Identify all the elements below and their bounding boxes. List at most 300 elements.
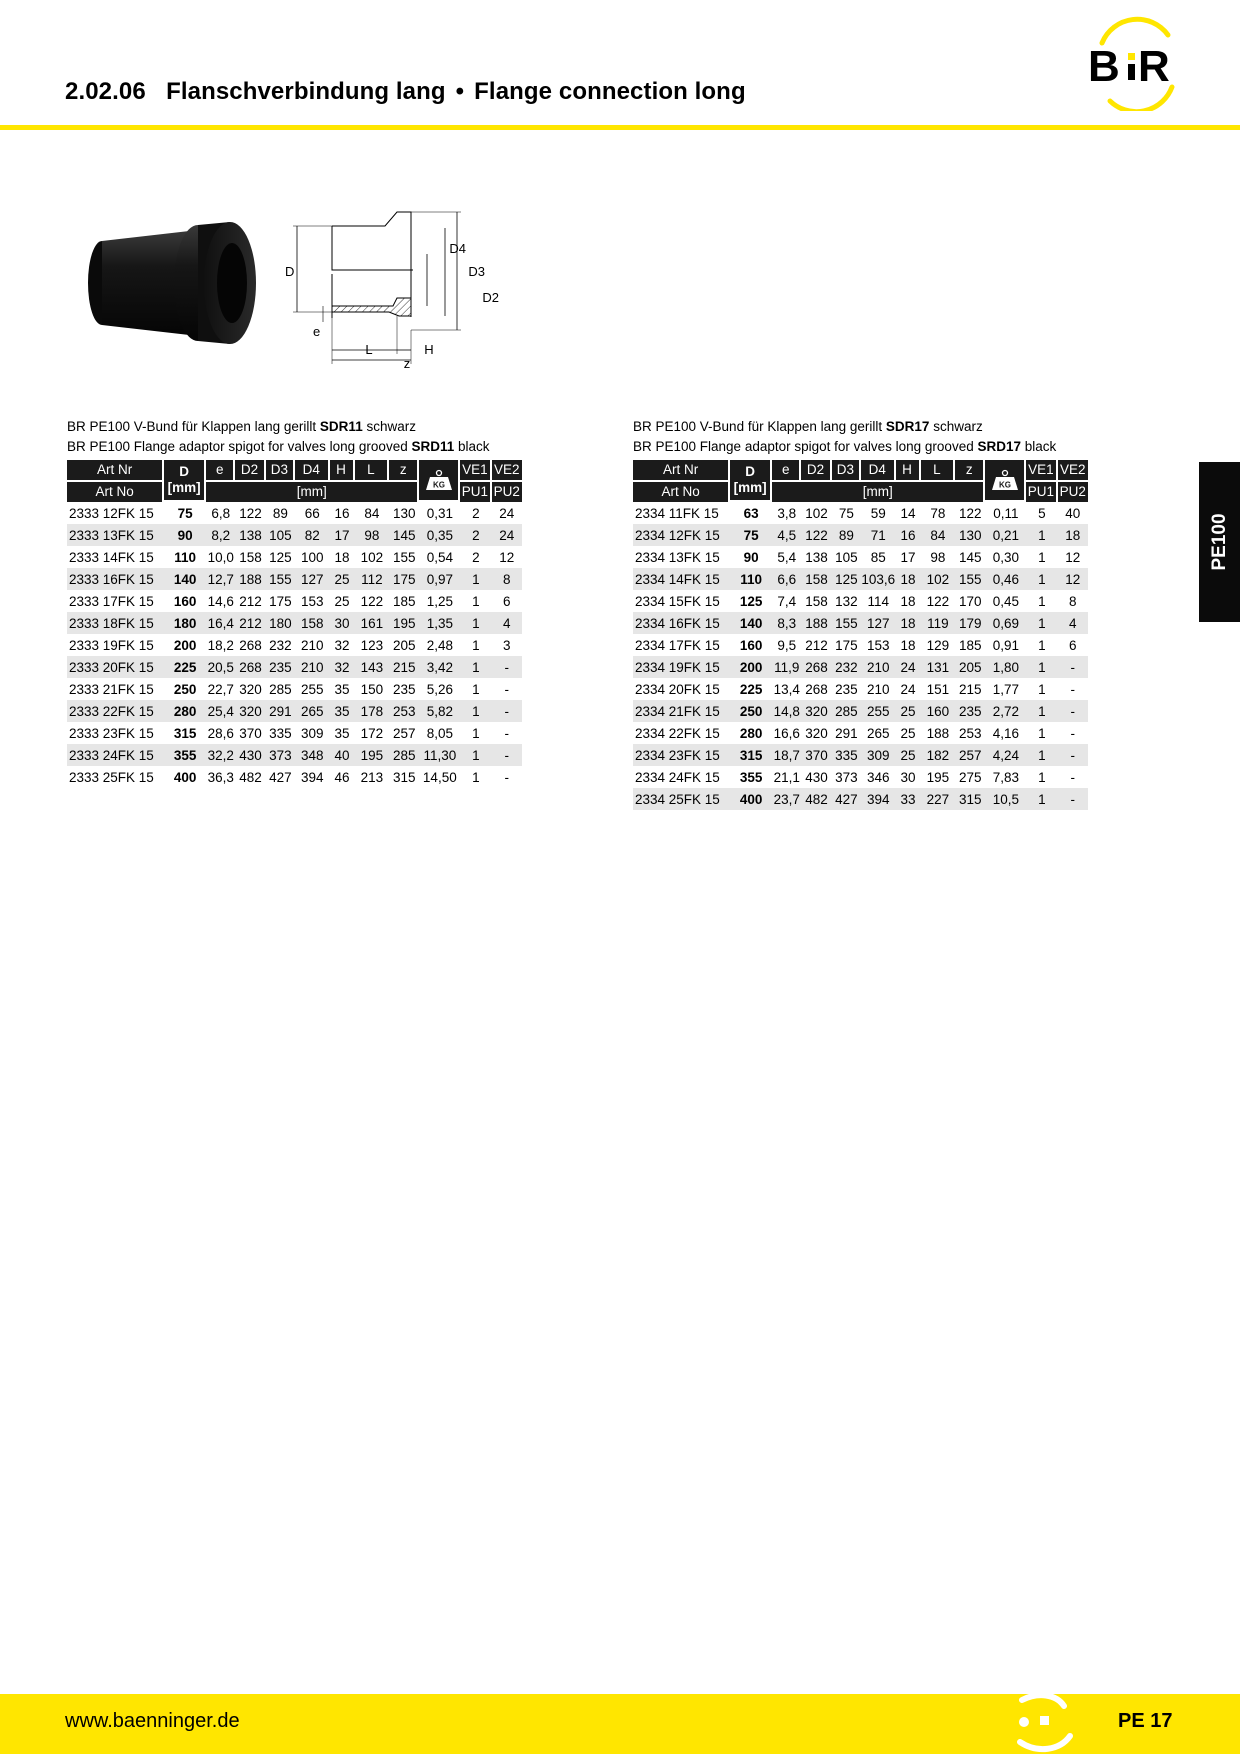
- cell-e: 13,4: [773, 681, 800, 697]
- cell-art-nr: 2334 23FK 15: [633, 744, 730, 766]
- cell-d2: 320: [235, 700, 265, 722]
- cell-e: 5,4: [777, 549, 797, 565]
- cell-l: 213: [360, 769, 384, 785]
- cell-d: 63: [743, 505, 759, 521]
- cell-d: 355: [739, 769, 763, 785]
- cell-d: 200: [173, 637, 197, 653]
- cell-h: 25: [334, 593, 350, 609]
- logo-letter-b: B: [1088, 42, 1120, 91]
- cell-weight: 14,50: [422, 769, 457, 785]
- cell-art-nr: 2333 19FK 15: [69, 637, 154, 653]
- cell-d2: 158: [801, 568, 831, 590]
- cell-weight: 4,24: [985, 744, 1026, 766]
- cell-z: 315: [393, 769, 416, 785]
- cell-h: 18: [900, 593, 916, 609]
- caption-text: black: [454, 439, 490, 454]
- product-photo: [80, 208, 260, 358]
- cell-d: 75: [730, 524, 772, 546]
- cell-d4: 265: [295, 700, 330, 722]
- cell-l: 178: [355, 700, 390, 722]
- cell-d: 90: [164, 524, 206, 546]
- cell-d3: 75: [838, 505, 854, 521]
- footer-logo-mark-icon: [1010, 1692, 1080, 1754]
- caption-text: black: [1021, 439, 1057, 454]
- cell-d3: 155: [266, 568, 295, 590]
- cell-d: 125: [739, 593, 763, 609]
- cell-ve2: -: [1058, 788, 1088, 810]
- cell-h: 32: [330, 656, 355, 678]
- cell-d2: 320: [801, 700, 831, 722]
- cell-art-nr: 2333 17FK 15: [69, 593, 154, 609]
- col-header-h: H: [896, 460, 921, 482]
- cell-e: 22,7: [207, 681, 234, 697]
- cell-z: 253: [959, 725, 982, 741]
- cell-l: 122: [360, 593, 384, 609]
- cell-l: 150: [360, 681, 384, 697]
- cell-d3: 175: [835, 637, 858, 653]
- cell-d2: 430: [805, 769, 828, 785]
- cell-d4: 103,6: [861, 568, 896, 590]
- cell-l: 151: [926, 681, 950, 697]
- cell-ve1: 1: [1038, 593, 1046, 609]
- table-row: [633, 766, 1088, 788]
- cell-e: 11,9: [772, 656, 801, 678]
- cell-d4: 114: [867, 593, 889, 609]
- header-rule: [0, 125, 1240, 130]
- cell-weight: 0,31: [426, 505, 453, 521]
- cell-h: 24: [896, 656, 921, 678]
- cell-weight: 1,77: [992, 681, 1019, 697]
- cell-e: 36,3: [207, 769, 234, 785]
- cell-d: 90: [743, 549, 759, 565]
- cell-d4: 85: [870, 549, 886, 565]
- cell-l: 227: [921, 788, 956, 810]
- cell-weight: 0,54: [426, 549, 453, 565]
- cell-d2: 188: [235, 568, 265, 590]
- table-row: [67, 590, 522, 612]
- cell-d4: 394: [300, 769, 324, 785]
- col-header-d: [164, 460, 206, 502]
- table-row: [633, 700, 1088, 722]
- cell-h: 16: [896, 524, 921, 546]
- cell-d4: 100: [300, 549, 324, 565]
- cell-d4: 346: [866, 769, 890, 785]
- cell-e: 14,6: [207, 593, 234, 609]
- col-header-weight: [419, 460, 460, 502]
- cell-art-nr: 2334 25FK 15: [633, 788, 730, 810]
- technical-drawing: [285, 198, 530, 373]
- cell-weight: 1,35: [419, 612, 460, 634]
- cell-d: 400: [173, 769, 197, 785]
- cell-d4: 66: [304, 505, 320, 521]
- table-row: [633, 788, 1088, 810]
- cell-d: 160: [173, 593, 197, 609]
- col-header-ve1: VE1: [460, 460, 491, 482]
- table-row: [67, 722, 522, 744]
- category-tab-label: PE100: [1208, 513, 1230, 571]
- col-header-d-unit: [mm]: [733, 480, 767, 495]
- dim-label-l: L: [365, 342, 373, 357]
- cell-ve1: 1: [1038, 549, 1046, 565]
- table-row: [633, 678, 1088, 700]
- cell-d2: 320: [239, 681, 262, 697]
- cell-d3: 291: [835, 725, 858, 741]
- cell-d: 140: [164, 568, 206, 590]
- cell-art-nr: 2333 14FK 15: [69, 549, 154, 565]
- cell-ve2: 3: [503, 637, 511, 653]
- weight-kg-icon: [425, 469, 453, 491]
- caption-english: [633, 437, 1088, 457]
- cell-ve2: 4: [492, 612, 522, 634]
- cell-d: 280: [739, 725, 763, 741]
- table-row: [633, 568, 1088, 590]
- cell-d4: 255: [861, 700, 896, 722]
- cell-art-nr: 2333 16FK 15: [67, 568, 164, 590]
- cell-art-nr: 2334 24FK 15: [635, 769, 720, 785]
- cell-z: 195: [389, 612, 419, 634]
- caption-english: [67, 437, 522, 457]
- cell-d3: 427: [269, 769, 292, 785]
- cell-h: 30: [330, 612, 355, 634]
- cell-d3: 335: [832, 744, 861, 766]
- cell-d: 315: [173, 725, 197, 741]
- cell-z: 130: [955, 524, 985, 546]
- col-header-e: e: [772, 460, 801, 482]
- cell-e: 3,8: [777, 505, 797, 521]
- cell-z: 185: [959, 637, 982, 653]
- cell-h: 24: [900, 681, 916, 697]
- col-header-ve2: VE2: [1058, 460, 1088, 482]
- cell-weight: 0,11: [993, 505, 1019, 521]
- cell-d4: 127: [295, 568, 330, 590]
- col-header-ve2: VE2: [492, 460, 522, 482]
- weight-kg-icon: [991, 469, 1019, 491]
- cell-d2: 188: [801, 612, 831, 634]
- cell-ve2: -: [504, 681, 510, 697]
- cell-d2: 268: [801, 656, 831, 678]
- cell-h: 33: [896, 788, 921, 810]
- cell-l: 84: [921, 524, 956, 546]
- cell-d2: 370: [239, 725, 262, 741]
- cell-ve1: 1: [1026, 744, 1057, 766]
- cell-e: 12,7: [206, 568, 235, 590]
- cell-art-nr: 2333 24FK 15: [67, 744, 164, 766]
- cell-h: 25: [896, 744, 921, 766]
- cell-l: 195: [355, 744, 390, 766]
- col-header-d2: D2: [801, 460, 831, 482]
- col-header-d4: D4: [861, 460, 896, 482]
- caption-sdr: SDR17: [885, 419, 930, 434]
- cell-h: 32: [334, 637, 350, 653]
- cell-ve1: 1: [460, 568, 491, 590]
- cell-d3: 232: [832, 656, 861, 678]
- cell-d: 225: [164, 656, 206, 678]
- cell-ve1: 1: [460, 656, 491, 678]
- cell-art-nr: 2334 12FK 15: [633, 524, 730, 546]
- cell-h: 35: [334, 681, 350, 697]
- cell-art-nr: 2334 16FK 15: [633, 612, 730, 634]
- dim-label-d2: D2: [482, 290, 499, 305]
- cell-ve2: -: [504, 725, 510, 741]
- col-header-pu1: PU1: [460, 482, 491, 502]
- cell-e: 18,7: [772, 744, 801, 766]
- cell-weight: 1,80: [985, 656, 1026, 678]
- col-header-mm: [mm]: [772, 482, 985, 502]
- cell-d2: 122: [239, 505, 262, 521]
- cell-d3: 285: [832, 700, 861, 722]
- col-header-pu1: PU1: [1026, 482, 1057, 502]
- cell-ve2: 8: [492, 568, 522, 590]
- cell-d: 160: [739, 637, 763, 653]
- cell-d3: 180: [266, 612, 295, 634]
- cell-l: 131: [921, 656, 956, 678]
- caption-text: schwarz: [362, 419, 416, 434]
- table-row: [67, 502, 522, 524]
- cell-l: 112: [355, 568, 390, 590]
- cell-weight: 2,48: [426, 637, 453, 653]
- cell-h: 25: [896, 700, 921, 722]
- cell-h: 25: [330, 568, 355, 590]
- col-header-l: L: [921, 460, 956, 482]
- col-header-weight: [985, 460, 1026, 502]
- table-row: [633, 590, 1088, 612]
- cell-h: 17: [900, 549, 916, 565]
- cell-h: 46: [334, 769, 350, 785]
- cell-ve1: 1: [472, 725, 480, 741]
- cell-d2: 370: [801, 744, 831, 766]
- cell-d2: 212: [235, 612, 265, 634]
- caption-sdr: SRD17: [977, 439, 1021, 454]
- cell-d4: 309: [300, 725, 324, 741]
- cell-weight: 11,30: [419, 744, 460, 766]
- cell-d4: 153: [866, 637, 890, 653]
- cell-d3: 285: [269, 681, 292, 697]
- cell-weight: 0,21: [985, 524, 1026, 546]
- col-header-mm: [mm]: [206, 482, 419, 502]
- cell-e: 8,3: [772, 612, 801, 634]
- cell-d: 200: [730, 656, 772, 678]
- cell-z: 257: [393, 725, 416, 741]
- caption-german: [633, 417, 1088, 437]
- cell-ve1: 1: [1026, 568, 1057, 590]
- cell-d3: 155: [832, 612, 861, 634]
- col-header-art-nr: Art Nr: [633, 460, 730, 482]
- cell-d3: 175: [269, 593, 292, 609]
- table-row: [633, 502, 1088, 524]
- cell-ve2: -: [1070, 681, 1076, 697]
- cell-d: 180: [164, 612, 206, 634]
- cell-weight: 0,30: [992, 549, 1019, 565]
- cell-l: 102: [360, 549, 384, 565]
- cell-e: 10,0: [207, 549, 234, 565]
- caption-sdr: SDR11: [319, 419, 363, 434]
- section-number: 2.02.06: [65, 78, 146, 105]
- cell-art-nr: 2333 18FK 15: [67, 612, 164, 634]
- cell-e: 32,2: [206, 744, 235, 766]
- cell-l: 98: [930, 549, 946, 565]
- category-tab: [1199, 462, 1240, 622]
- cell-l: 119: [921, 612, 956, 634]
- cell-z: 215: [389, 656, 419, 678]
- cell-l: 123: [360, 637, 384, 653]
- cell-e: 28,6: [207, 725, 234, 741]
- col-header-d4: D4: [295, 460, 330, 482]
- cell-z: 215: [959, 681, 982, 697]
- cell-d3: 125: [269, 549, 292, 565]
- cell-z: 315: [955, 788, 985, 810]
- cell-z: 145: [959, 549, 982, 565]
- cell-ve2: 24: [499, 505, 515, 521]
- col-header-pu2: PU2: [492, 482, 522, 502]
- cell-l: 161: [355, 612, 390, 634]
- cell-weight: 1,25: [426, 593, 453, 609]
- cell-d4: 82: [295, 524, 330, 546]
- dim-label-d4: D4: [449, 241, 466, 256]
- cell-d: 110: [174, 549, 197, 565]
- cell-d: 250: [173, 681, 197, 697]
- cell-ve2: -: [492, 744, 522, 766]
- cell-art-nr: 2334 13FK 15: [635, 549, 720, 565]
- cell-weight: 0,45: [992, 593, 1019, 609]
- cell-ve1: 1: [472, 637, 480, 653]
- col-header-d: [730, 460, 772, 502]
- cell-art-nr: 2334 17FK 15: [635, 637, 720, 653]
- cell-d4: 255: [300, 681, 324, 697]
- col-header-e: e: [206, 460, 235, 482]
- cell-d4: 158: [295, 612, 330, 634]
- table-row: [633, 744, 1088, 766]
- dim-label-d: D: [285, 264, 295, 279]
- cell-h: 16: [334, 505, 350, 521]
- table-row: [633, 524, 1088, 546]
- cell-ve2: -: [492, 656, 522, 678]
- cell-z: 257: [955, 744, 985, 766]
- cell-d4: 309: [861, 744, 896, 766]
- cell-ve1: 1: [472, 593, 480, 609]
- table-row: [67, 766, 522, 788]
- dim-label-z: z: [403, 356, 411, 371]
- cell-e: 6,6: [772, 568, 801, 590]
- title-english: Flange connection long: [474, 78, 746, 105]
- cell-ve2: 6: [1069, 637, 1077, 653]
- cell-z: 179: [955, 612, 985, 634]
- cell-l: 172: [360, 725, 384, 741]
- caption-text: BR PE100 Flange adaptor spigot for valves long grooved: [67, 439, 412, 454]
- cell-h: 18: [900, 637, 916, 653]
- cell-ve2: 4: [1058, 612, 1088, 634]
- dim-label-h: H: [424, 342, 434, 357]
- cell-art-nr: 2333 22FK 15: [67, 700, 164, 722]
- cell-art-nr: 2334 14FK 15: [633, 568, 730, 590]
- cell-art-nr: 2334 22FK 15: [635, 725, 720, 741]
- cell-weight: 3,42: [419, 656, 460, 678]
- cell-ve1: 1: [1038, 725, 1046, 741]
- cell-z: 235: [955, 700, 985, 722]
- cell-h: 14: [900, 505, 916, 521]
- cell-d2: 212: [239, 593, 262, 609]
- caption-text: BR PE100 V-Bund für Klappen lang gerillt: [633, 419, 886, 434]
- cell-weight: 5,82: [419, 700, 460, 722]
- cell-h: 35: [330, 700, 355, 722]
- caption-text: BR PE100 V-Bund für Klappen lang gerillt: [67, 419, 320, 434]
- cell-art-nr: 2333 25FK 15: [69, 769, 154, 785]
- cell-d4: 265: [866, 725, 890, 741]
- cell-weight: 7,83: [992, 769, 1019, 785]
- col-header-art-nr: Art Nr: [67, 460, 164, 482]
- cell-ve1: 1: [1026, 788, 1057, 810]
- cell-d: 280: [164, 700, 206, 722]
- col-header-d3: D3: [266, 460, 295, 482]
- cell-d3: 291: [266, 700, 295, 722]
- cell-ve1: 1: [1026, 612, 1057, 634]
- product-table: [67, 460, 522, 788]
- cell-d2: 158: [239, 549, 262, 565]
- col-header-d3: D3: [832, 460, 861, 482]
- cell-ve1: 1: [1026, 700, 1057, 722]
- table-row: [633, 612, 1088, 634]
- cell-d3: 89: [832, 524, 861, 546]
- cell-d2: 212: [805, 637, 828, 653]
- page-title: [65, 78, 746, 106]
- col-header-d-label: D: [179, 464, 190, 479]
- cell-art-nr: 2333 12FK 15: [69, 505, 154, 521]
- cell-weight: 2,72: [985, 700, 1026, 722]
- cell-d4: 71: [861, 524, 896, 546]
- cell-d4: 210: [295, 656, 330, 678]
- cell-e: 16,4: [206, 612, 235, 634]
- cell-art-nr: 2334 11FK 15: [635, 505, 719, 521]
- col-header-art-no: Art No: [633, 482, 730, 502]
- cell-h: 18: [334, 549, 350, 565]
- cell-d3: 235: [266, 656, 295, 678]
- cell-d2: 320: [805, 725, 828, 741]
- cell-d2: 430: [235, 744, 265, 766]
- cell-d2: 482: [801, 788, 831, 810]
- page-number: PE 17: [1118, 1710, 1173, 1732]
- col-header-ve1: VE1: [1026, 460, 1057, 482]
- cell-art-nr: 2333 23FK 15: [69, 725, 154, 741]
- table-row: [633, 546, 1088, 568]
- cell-d4: 210: [300, 637, 324, 653]
- cell-z: 130: [393, 505, 416, 521]
- cell-d3: 235: [835, 681, 858, 697]
- cell-d2: 482: [239, 769, 262, 785]
- table-row: [633, 634, 1088, 656]
- cell-h: 25: [900, 725, 916, 741]
- cell-d2: 122: [801, 524, 831, 546]
- cell-l: 78: [930, 505, 946, 521]
- cell-d2: 158: [805, 593, 828, 609]
- cell-e: 18,2: [207, 637, 234, 653]
- col-header-z: z: [389, 460, 419, 482]
- cell-d3: 427: [832, 788, 861, 810]
- table-row: [633, 656, 1088, 678]
- footer-website-link[interactable]: www.baenninger.de: [65, 1710, 240, 1732]
- cell-ve1: 5: [1038, 505, 1046, 521]
- cell-e: 23,7: [772, 788, 801, 810]
- cell-e: 21,1: [773, 769, 800, 785]
- cell-ve1: 1: [1026, 656, 1057, 678]
- cell-e: 4,5: [772, 524, 801, 546]
- cell-ve2: -: [1070, 725, 1076, 741]
- caption-text: schwarz: [929, 419, 983, 434]
- cell-ve1: 1: [1038, 769, 1046, 785]
- cell-ve1: 2: [472, 505, 480, 521]
- cell-weight: 0,91: [992, 637, 1019, 653]
- dim-label-d3: D3: [468, 264, 485, 279]
- cell-ve2: 6: [503, 593, 511, 609]
- cell-h: 35: [334, 725, 350, 741]
